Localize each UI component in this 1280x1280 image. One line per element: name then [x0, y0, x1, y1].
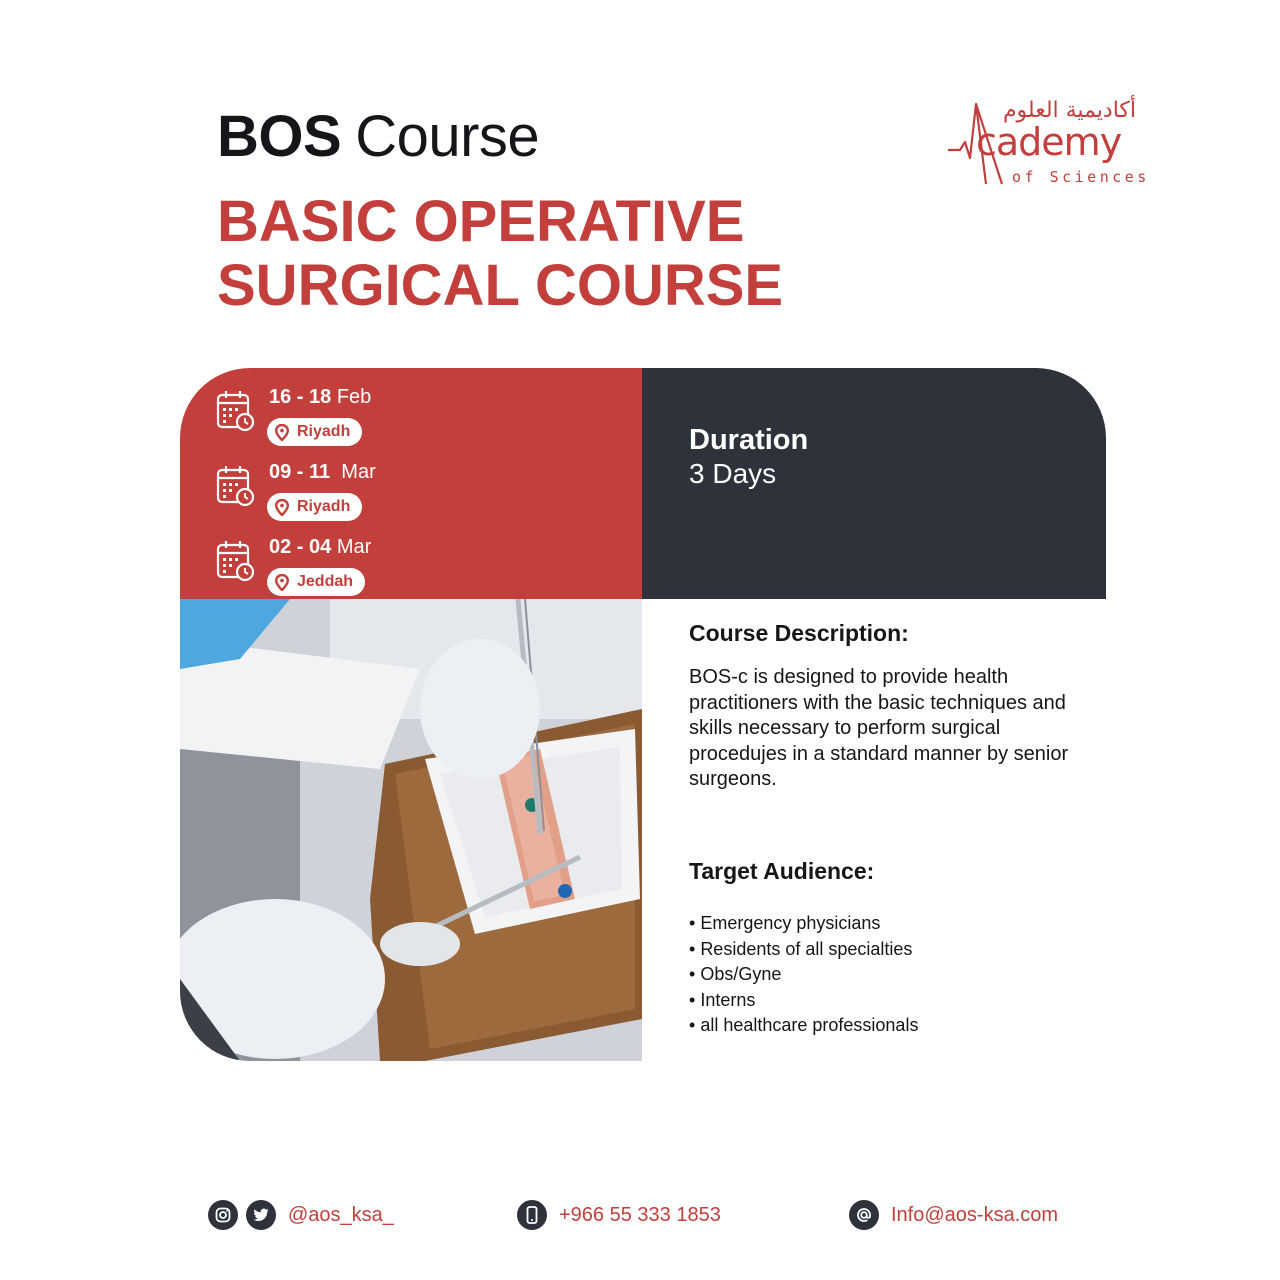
list-item: • Interns [689, 988, 918, 1014]
phone-icon [517, 1200, 547, 1230]
surgical-training-illustration [180, 599, 642, 1061]
location-badge: Riyadh [267, 418, 362, 446]
duration-label: Duration [689, 424, 809, 456]
twitter-icon[interactable] [246, 1200, 276, 1230]
location-badge: Jeddah [267, 568, 365, 596]
location-pin-icon [275, 424, 289, 441]
list-item: • Residents of all specialties [689, 937, 918, 963]
academy-logo [946, 98, 1150, 190]
calendar-clock-icon [216, 540, 256, 582]
location-pin-icon [275, 574, 289, 591]
session-dates: 02 - 04 Mar [269, 536, 372, 558]
email-link[interactable]: Info@aos-ksa.com [891, 1203, 1059, 1226]
phone-contact [517, 1199, 721, 1231]
duration-panel [642, 368, 1106, 599]
calendar-clock-icon [216, 390, 256, 432]
session-dates: 16 - 18 Feb [269, 386, 372, 408]
course-subtitle-line-1: BASIC OPERATIVE [217, 189, 745, 254]
course-subtitle-line-2: SURGICAL COURSE [217, 253, 784, 318]
location-badge: Riyadh [267, 493, 362, 521]
course-title-light: Course [355, 104, 540, 169]
course-title [217, 104, 539, 170]
phone-number-link[interactable]: +966 55 333 1853 [559, 1203, 721, 1226]
course-subtitle [217, 190, 783, 318]
location-pin-icon [275, 499, 289, 516]
instagram-icon[interactable] [208, 1200, 238, 1230]
audience-list [689, 911, 918, 1039]
social-contact [208, 1199, 394, 1231]
logo-subtitle-text: of Sciences [1012, 168, 1150, 186]
logo-name-text: cademy [976, 120, 1122, 164]
surgical-training-photo [180, 599, 642, 1061]
duration-value: 3 Days [689, 458, 777, 489]
at-sign-icon [849, 1200, 879, 1230]
email-contact [849, 1199, 1058, 1231]
logo-arabic-text: أكاديمية العلوم [1002, 98, 1136, 123]
sessions-panel [180, 368, 642, 599]
course-title-bold: BOS [217, 104, 342, 169]
description-heading: Course Description: [689, 620, 909, 646]
calendar-clock-icon [216, 465, 256, 507]
audience-heading: Target Audience: [689, 858, 875, 884]
session-dates: 09 - 11 Mar [269, 461, 376, 483]
list-item: • all healthcare professionals [689, 1013, 918, 1039]
list-item: • Emergency physicians [689, 911, 918, 937]
social-handle-link[interactable]: @aos_ksa_ [288, 1203, 394, 1226]
description-body: BOS-c is designed to provide health practitioners with the basic techniques and skills necessary to perform surgical procedujes in a standard manner by senior surgeons. [689, 666, 1069, 790]
list-item: • Obs/Gyne [689, 962, 918, 988]
